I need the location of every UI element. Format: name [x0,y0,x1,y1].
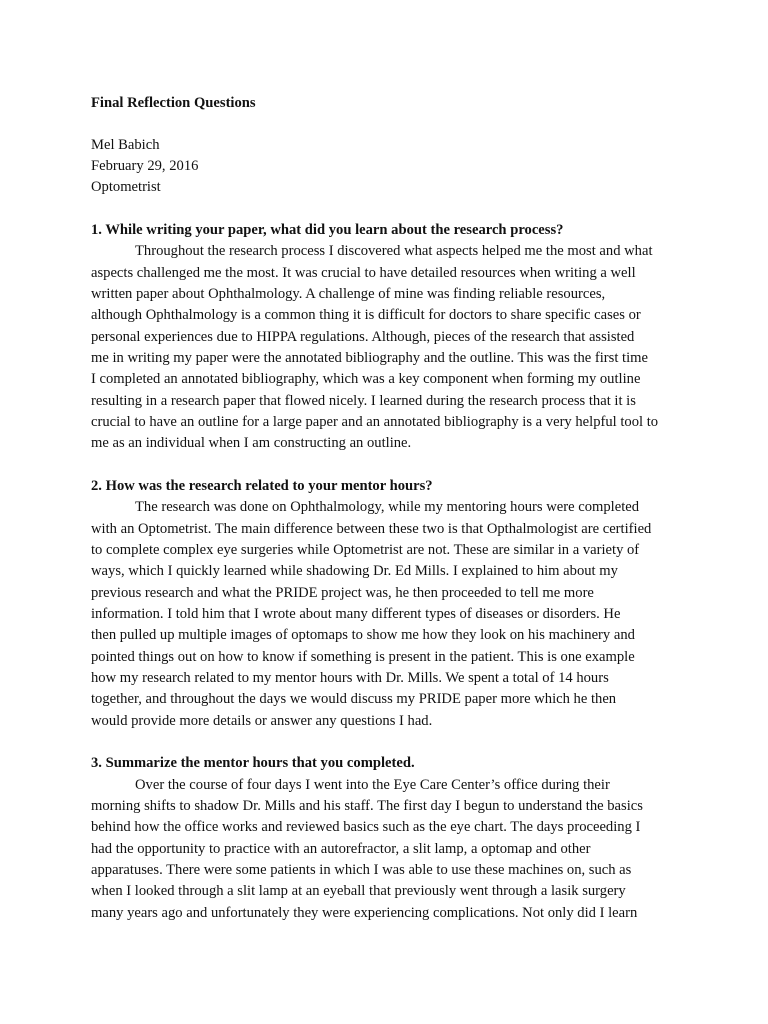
paragraph-line: then pulled up multiple images of optomaps to show me how they look on his machinery and [91,627,635,643]
paragraph-line: to complete complex eye surgeries while Optometrist are not. These are similar in a variety of [91,542,640,558]
paragraph-line: with an Optometrist. The main difference between these two is that Opthalmologist are certified [91,521,652,537]
paragraph-line: although Ophthalmology is a common thing it is difficult for doctors to share specific cases or [91,307,641,323]
paragraph-line: behind how the office works and reviewed basics such as the eye chart. The days proceeding I [91,819,641,835]
author-name: Mel Babich [91,137,160,153]
paragraph-line: many years ago and unfortunately they were experiencing complications. Not only did I learn [91,905,638,921]
paragraph-line: information. I told him that I wrote about many different types of diseases or disorders. He [91,606,621,622]
paragraph-line: I completed an annotated bibliography, which was a key component when forming my outline [91,371,641,387]
paragraph-line: Over the course of four days I went into the Eye Care Center’s office during their [135,777,610,793]
paragraph-line: personal experiences due to HIPPA regulations. Although, pieces of the research that assisted [91,329,635,345]
paragraph-line: how my research related to my mentor hours with Dr. Mills. We spent a total of 14 hours [91,670,609,686]
paragraph-line: aspects challenged me the most. It was crucial to have detailed resources when writing a well [91,265,636,281]
paragraph-line: me as an individual when I am constructing an outline. [91,435,412,451]
document-title: Final Reflection Questions [91,95,256,111]
profession-label: Optometrist [91,179,161,195]
paragraph-line: The research was done on Ophthalmology, while my mentoring hours were completed [135,499,640,515]
paragraph-line: Throughout the research process I discovered what aspects helped me the most and what [135,243,653,259]
question-2-heading: 2. How was the research related to your mentor hours? [91,478,433,494]
paragraph-line: pointed things out on how to know if something is present in the patient. This is one example [91,649,635,665]
document-date: February 29, 2016 [91,158,199,174]
paragraph-line: written paper about Ophthalmology. A challenge of mine was finding reliable resources, [91,286,606,302]
paragraph-line: had the opportunity to practice with an autorefractor, a slit lamp, a optomap and other [91,841,591,857]
paragraph-line: when I looked through a slit lamp at an eyeball that previously went through a lasik surgery [91,883,626,899]
paragraph-line: previous research and what the PRIDE project was, he then proceeded to tell me more [91,585,594,601]
question-3-heading: 3. Summarize the mentor hours that you completed. [91,755,415,771]
paragraph-line: apparatuses. There were some patients in which I was able to use these machines on, such as [91,862,632,878]
paragraph-line: me in writing my paper were the annotated bibliography and the outline. This was the first time [91,350,648,366]
paragraph-line: morning shifts to shadow Dr. Mills and his staff. The first day I begun to understand the basics [91,798,643,814]
paragraph-line: ways, which I quickly learned while shadowing Dr. Ed Mills. I explained to him about my [91,563,618,579]
question-1-heading: 1. While writing your paper, what did you learn about the research process? [91,222,564,238]
paragraph-line: resulting in a research paper that flowed nicely. I learned during the research process that it is [91,393,636,409]
paragraph-line: together, and throughout the days we would discuss my PRIDE paper more which he then [91,691,617,707]
paragraph-line: crucial to have an outline for a large paper and an annotated bibliography is a very helpful tool to [91,414,659,430]
paragraph-line: would provide more details or answer any questions I had. [91,713,433,729]
